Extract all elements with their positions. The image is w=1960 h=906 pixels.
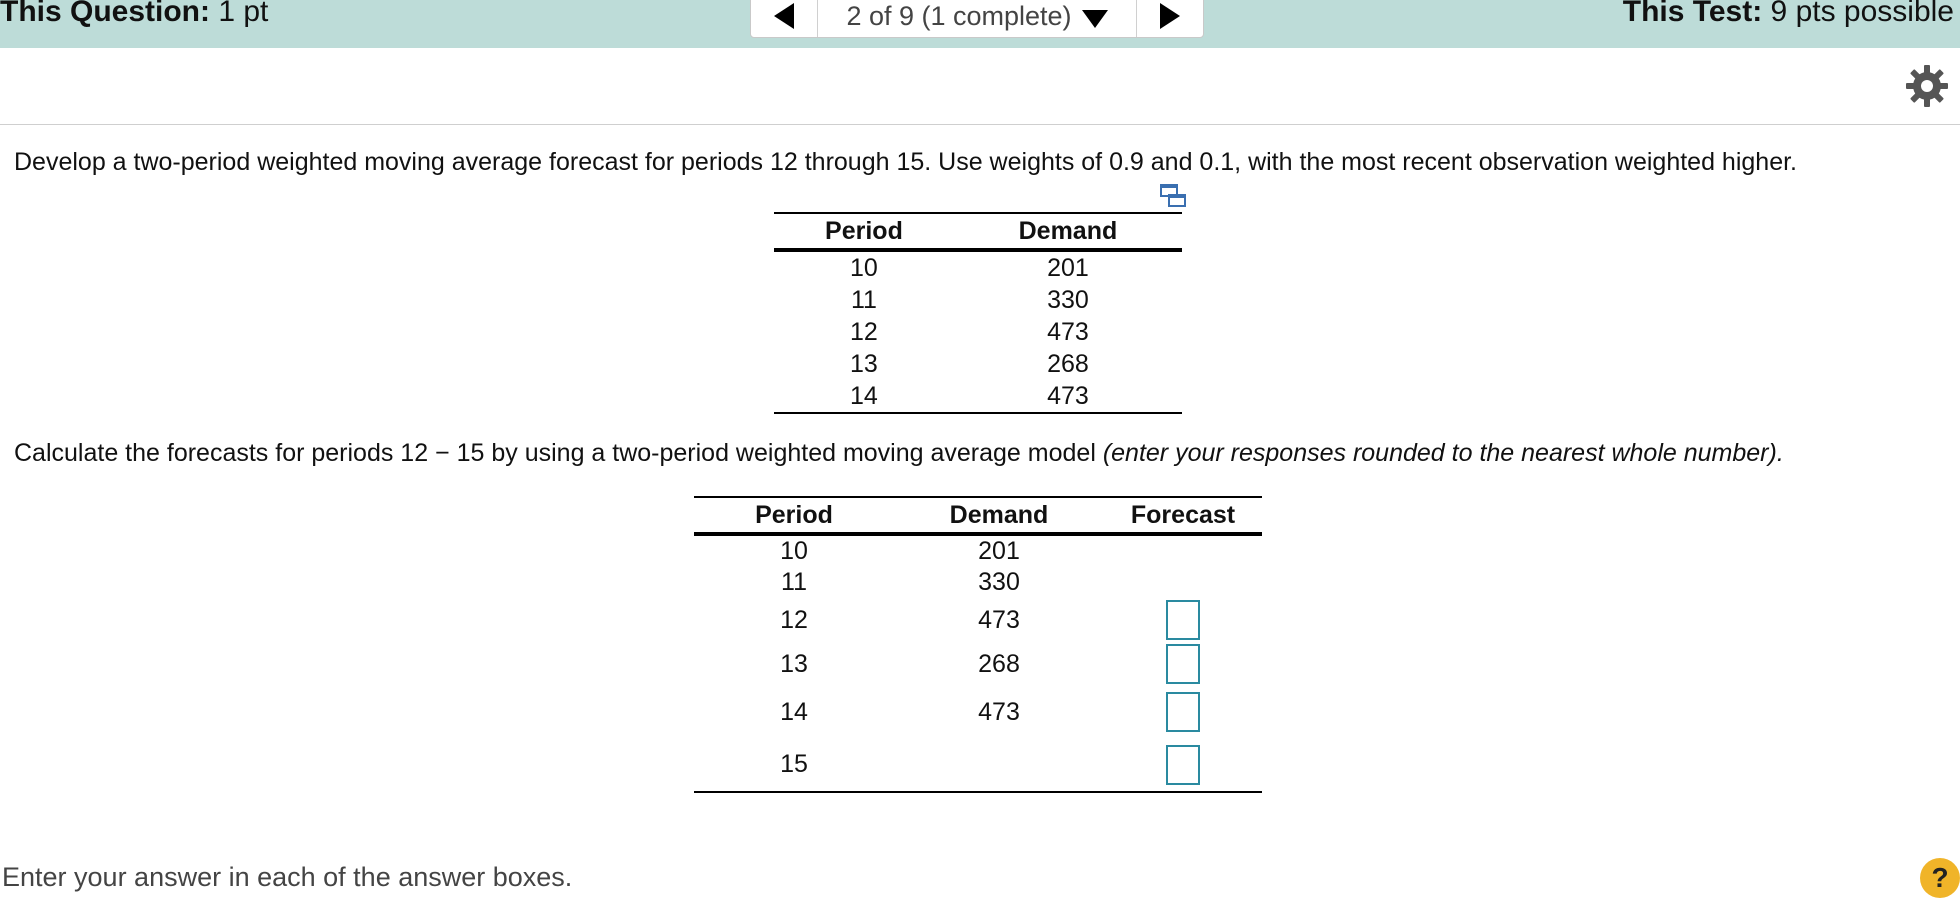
- table-row: [694, 686, 1262, 738]
- instruction-text: [14, 437, 1784, 469]
- forecast-cell: [1104, 738, 1262, 792]
- question-prompt: Develop a two-period weighted moving average forecast for periods 12 through 15. Use weights of 0.9 and 0.1, with the most recent observation weighted higher.: [14, 148, 1797, 176]
- previous-question-button[interactable]: [751, 0, 818, 37]
- table-row: [774, 380, 1182, 413]
- forecast-cell: [1104, 566, 1262, 598]
- demand-cell: 473: [1047, 381, 1089, 410]
- test-points: 9 pts possible: [1770, 0, 1954, 28]
- demand-header: Demand: [949, 500, 1049, 529]
- copy-icon[interactable]: [1160, 184, 1186, 208]
- forecast-input-period-15[interactable]: [1166, 745, 1200, 785]
- triangle-left-icon: [774, 3, 794, 29]
- question-select-dropdown[interactable]: [818, 0, 1136, 37]
- test-points-label: [1623, 0, 1954, 32]
- instruction-note: (enter your responses rounded to the nearest whole number).: [1102, 439, 1784, 467]
- demand-cell: 201: [1047, 253, 1089, 282]
- triangle-down-icon: [1082, 10, 1108, 28]
- question-points-label: [0, 0, 268, 32]
- period-cell: 14: [850, 381, 878, 410]
- demand-cell: 268: [978, 649, 1020, 678]
- instruction-main: Calculate the forecasts for periods 12 − 15 by using a two-period weighted moving average model: [14, 439, 1096, 467]
- period-cell: 12: [850, 317, 878, 346]
- period-cell: 13: [780, 649, 808, 678]
- forecast-cell: [1104, 534, 1262, 566]
- question-points: 1 pt: [218, 0, 269, 28]
- period-cell: 15: [780, 750, 808, 778]
- period-cell: 13: [850, 349, 878, 378]
- forecast-cell: [1104, 598, 1262, 642]
- forecast-table: [694, 496, 1262, 793]
- header-divider: [0, 124, 1960, 125]
- period-header: Period: [755, 500, 833, 529]
- period-cell: 10: [850, 253, 878, 282]
- table-row: [774, 348, 1182, 380]
- demand-cell: 201: [978, 536, 1020, 565]
- demand-cell: 330: [1047, 285, 1089, 314]
- test-label: This Test:: [1622, 0, 1763, 28]
- demand-cell: 473: [978, 697, 1020, 726]
- help-icon[interactable]: ?: [1920, 858, 1960, 898]
- gear-icon[interactable]: [1905, 64, 1949, 108]
- answer-instruction: Enter your answer in each of the answer boxes.: [2, 862, 573, 892]
- period-header: Period: [825, 216, 903, 245]
- demand-data-table: [774, 212, 1182, 414]
- table-row: [694, 738, 1262, 792]
- next-question-button[interactable]: [1136, 0, 1203, 37]
- forecast-cell: [1104, 686, 1262, 738]
- demand-cell: 473: [978, 605, 1020, 634]
- demand-cell: 473: [1047, 317, 1089, 346]
- demand-header: Demand: [1018, 216, 1118, 245]
- question-label: This Question:: [0, 0, 210, 28]
- period-cell: 11: [781, 567, 807, 596]
- table-header-row: [774, 213, 1182, 250]
- forecast-input-period-14[interactable]: [1166, 692, 1200, 732]
- table-row: [774, 284, 1182, 316]
- triangle-right-icon: [1160, 3, 1180, 29]
- table-row: [694, 534, 1262, 566]
- forecast-cell: [1104, 642, 1262, 686]
- period-cell: 12: [780, 605, 808, 634]
- top-bar: [0, 0, 1960, 48]
- table-row: [774, 250, 1182, 284]
- period-cell: 14: [780, 697, 808, 726]
- demand-cell: [894, 738, 1104, 792]
- period-cell: 10: [780, 536, 808, 565]
- table-row: [774, 316, 1182, 348]
- demand-cell: 268: [1047, 349, 1089, 378]
- progress-text: 2 of 9 (1 complete): [846, 0, 1072, 31]
- table-row: [694, 598, 1262, 642]
- demand-cell: 330: [978, 567, 1020, 596]
- question-navigator: [750, 0, 1204, 38]
- table-header-row: [694, 497, 1262, 534]
- forecast-input-period-12[interactable]: [1166, 600, 1200, 640]
- forecast-input-period-13[interactable]: [1166, 644, 1200, 684]
- period-cell: 11: [850, 285, 877, 314]
- table-row: [694, 642, 1262, 686]
- forecast-header: Forecast: [1130, 500, 1236, 529]
- table-row: [694, 566, 1262, 598]
